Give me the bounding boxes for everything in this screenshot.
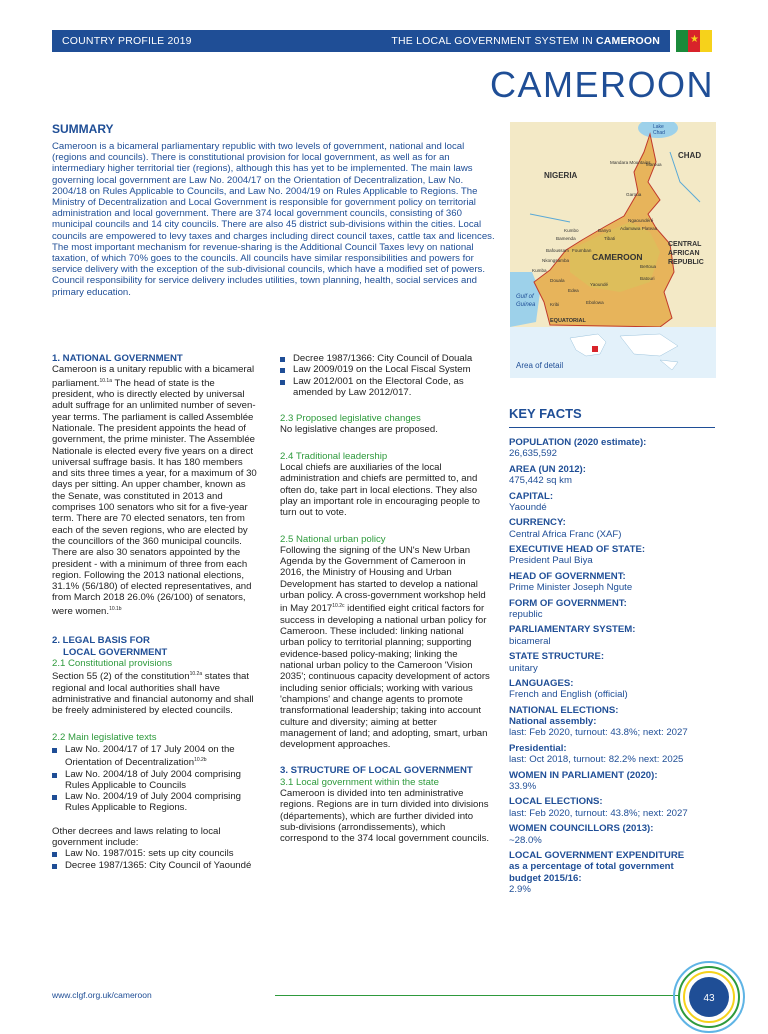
section25-sup: 10.2c bbox=[332, 603, 345, 610]
city-label: Ngaoundéré bbox=[628, 218, 654, 223]
fact-label: AREA (UN 2012): bbox=[509, 463, 586, 475]
fact-value: Central Africa Franc (XAF) bbox=[509, 528, 622, 540]
chad-label: CHAD bbox=[678, 151, 702, 160]
decree-list bbox=[280, 353, 490, 398]
city-label: Bamenda bbox=[556, 236, 576, 241]
flag-star-icon: ★ bbox=[690, 34, 699, 45]
list-item-sup: 10.2b bbox=[194, 757, 207, 764]
fact-label: LANGUAGES: bbox=[509, 678, 574, 690]
fact-label: STATE STRUCTURE: bbox=[509, 651, 605, 663]
key-facts-heading: KEY FACTS bbox=[509, 406, 582, 421]
elections-label: NATIONAL ELECTIONS: bbox=[509, 704, 619, 716]
cameroon-map-label: CAMEROON bbox=[592, 252, 643, 262]
section25-text-b: identified eight critical factors for success in developing a national urban policy for Cameroon. These included: linking national urban policy to territorial planning; supporting evidence-based policy-making; linking the national urban policy to the Cameroon 'Vision 2035'; continuous capacity development of actors including senior officials; working with various 'champions' and change agents to promote transformational leadership; taking into account culture and diversity; aiming at better management of land; and adopting, smart, urban development approaches. bbox=[280, 603, 490, 751]
section31-text: Cameroon is divided into ten administrative regions. Regions are in turn divided into divisions (départements), which are further divided into sub-divisions (arrondissements), which correspond to the 374 local government councils. bbox=[280, 787, 490, 845]
section21-text-b: states that regional and local authorities shall have administrative and financial autonomy and shall be freely administered by elected councils. bbox=[52, 671, 254, 717]
section24-heading: 2.4 Traditional leadership bbox=[280, 450, 388, 462]
presidential-label: Presidential: bbox=[509, 742, 567, 754]
footer-divider bbox=[275, 995, 679, 996]
list-item bbox=[52, 744, 258, 769]
city-label: Kumba bbox=[532, 268, 547, 273]
car-label-2: AFRICAN bbox=[668, 250, 700, 257]
section25-heading: 2.5 National urban policy bbox=[280, 533, 386, 545]
list-item-text: Law No. 2004/19 of July 2004 comprising Rules Applicable to Regions. bbox=[65, 791, 241, 814]
section21-text-a: Section 55 (2) of the constitution bbox=[52, 671, 190, 683]
section21-heading: 2.1 Constitutional provisions bbox=[52, 657, 172, 669]
list-item: Law No. 1987/015: sets up city councils bbox=[52, 848, 258, 859]
city-label: Kumbo bbox=[564, 228, 579, 233]
city-label: Douala bbox=[550, 278, 565, 283]
list-item: Decree 1987/1366: City Council of Douala bbox=[280, 353, 490, 364]
header-right-prefix: THE LOCAL GOVERNMENT SYSTEM IN bbox=[391, 35, 596, 47]
expenditure-label-1: LOCAL GOVERNMENT EXPENDITURE bbox=[509, 850, 685, 862]
city-label: Banyo bbox=[598, 228, 612, 233]
section21-sup: 10.2a bbox=[189, 671, 203, 678]
list-item: Law 2012/001 on the Electoral Code, as amended by Law 2012/017. bbox=[280, 376, 490, 399]
expenditure-label-3: budget 2015/16: bbox=[509, 872, 582, 884]
cameroon-map bbox=[510, 122, 716, 378]
fact-value: 475,442 sq km bbox=[509, 475, 572, 487]
equatorial-label: EQUATORIAL bbox=[550, 318, 586, 324]
area-of-detail-label: Area of detail bbox=[516, 361, 564, 370]
section3-heading: 3. STRUCTURE OF LOCAL GOVERNMENT bbox=[280, 765, 473, 777]
list-item: Decree 1987/1365: City Council of Yaoundé bbox=[52, 860, 258, 871]
column-2 bbox=[280, 353, 490, 844]
header-right-country: CAMEROON bbox=[595, 35, 660, 47]
city-label: Yaoundé bbox=[590, 282, 609, 287]
list-item bbox=[52, 769, 258, 792]
national-assembly-label: National assembly: bbox=[509, 716, 597, 728]
fact-label: CURRENCY: bbox=[509, 517, 566, 529]
expenditure-value: 2.9% bbox=[509, 883, 531, 895]
fact-value: French and English (official) bbox=[509, 689, 628, 701]
flag-stripe-red bbox=[688, 30, 700, 52]
key-facts-divider bbox=[509, 427, 715, 428]
gulf-label-2: Guinea bbox=[516, 302, 536, 308]
other-laws-list bbox=[52, 848, 258, 871]
women-parliament-value: 33.9% bbox=[509, 780, 537, 792]
women-councillors-label: WOMEN COUNCILLORS (2013): bbox=[509, 823, 654, 835]
city-label: Garoua bbox=[626, 192, 642, 197]
section2-heading-2: LOCAL GOVERNMENT bbox=[63, 646, 168, 658]
city-label: Adamawa Plateau bbox=[620, 226, 658, 231]
section23-heading: 2.3 Proposed legislative changes bbox=[280, 413, 421, 425]
women-councillors-value: ~28.0% bbox=[509, 834, 542, 846]
local-elections-value: last: Feb 2020, turnout: 43.8%; next: 2027 bbox=[509, 807, 688, 819]
section1-text-a: Cameroon is a unitary republic with a bicameral parliament. bbox=[52, 364, 255, 389]
inset-panel bbox=[510, 327, 716, 378]
fact-value: Yaoundé bbox=[509, 501, 547, 513]
car-label-3: REPUBLIC bbox=[668, 259, 704, 266]
list-item-text: Law No. 2004/18 of July 2004 comprising Rules Applicable to Councils bbox=[65, 768, 241, 791]
flag-stripe-green bbox=[676, 30, 688, 52]
city-label: Ebolowa bbox=[586, 300, 604, 305]
fact-label: EXECUTIVE HEAD OF STATE: bbox=[509, 544, 646, 556]
fact-label: HEAD OF GOVERNMENT: bbox=[509, 570, 626, 582]
section21-text bbox=[52, 669, 258, 716]
city-label: Bertoua bbox=[640, 264, 657, 269]
section1-text bbox=[52, 364, 258, 617]
city-label: Mandara Mountains bbox=[610, 160, 651, 165]
nigeria-label: NIGERIA bbox=[544, 171, 578, 180]
flag-stripe-yellow bbox=[700, 30, 712, 52]
section22-heading: 2.2 Main legislative texts bbox=[52, 732, 157, 744]
city-label: Kribi bbox=[550, 302, 560, 307]
header-bar bbox=[52, 30, 670, 52]
header-left: COUNTRY PROFILE 2019 bbox=[62, 35, 192, 47]
column-1 bbox=[52, 353, 258, 871]
expenditure-label-2: as a percentage of total government bbox=[509, 861, 674, 873]
summary-heading: SUMMARY bbox=[52, 122, 114, 136]
women-parliament-label: WOMEN IN PARLIAMENT (2020): bbox=[509, 769, 658, 781]
fact-value: bicameral bbox=[509, 635, 551, 647]
area-marker bbox=[592, 346, 598, 352]
section25-text-a: Following the signing of the UN's New Urban Agenda by the Government of Cameroon in 2016, the Ministry of Housing and Urban Development has started to develop a national urban policy. A cross-government workshop held in May 2017 bbox=[280, 544, 486, 615]
lake-chad-label: Chad bbox=[653, 130, 665, 136]
lake-chad-label: Lake bbox=[653, 124, 664, 130]
city-label: Edea bbox=[568, 288, 579, 293]
fact-label: FORM OF GOVERNMENT: bbox=[509, 597, 627, 609]
key-facts-list bbox=[509, 437, 719, 899]
local-elections-label: LOCAL ELECTIONS: bbox=[509, 796, 603, 808]
city-label: Maroua bbox=[646, 162, 662, 167]
fact-value: unitary bbox=[509, 662, 538, 674]
fact-value: republic bbox=[509, 608, 543, 620]
fact-value: President Paul Biya bbox=[509, 555, 593, 567]
section25-text bbox=[280, 545, 490, 751]
section1-text-b: The head of state is the president, who is directly elected by universal adult suffrage for an unlimited number of seven-year terms. The parliament is called Assemblée Nationale. The president appoints the head of government, the prime minister. The Assemblée Nationale is elected every five years on a direct universal suffrage basis. It has 180 members and sits three times a year, for a maximum of 30 days per sitting. An upper chamber, known as the Senate, was constituted in 2013 and comprises 100 senators who sit for a five-year term. There are 70 elected senators, ten from each of the seven regions, who are elected by the councillors of the 360 municipal councils. There are also 30 senators appointed by the president - with a minimum of three from each region. Following the 2013 national elections, 31.1% (56/180) of elected representatives, and from March 2018 26.0% (26/100) of senators, were women. bbox=[52, 377, 257, 617]
list-item bbox=[52, 791, 258, 814]
page-number: 43 bbox=[703, 993, 715, 1004]
page-number-badge bbox=[672, 960, 746, 1034]
section1-sup-b: 10.1b bbox=[109, 605, 122, 612]
section2-heading-1: 2. LEGAL BASIS FOR bbox=[52, 635, 150, 647]
other-laws-intro: Other decrees and laws relating to local government include: bbox=[52, 825, 221, 849]
presidential-value: last: Oct 2018, turnout: 82.2% next: 2025 bbox=[509, 754, 684, 766]
city-label: Bafoussam bbox=[546, 248, 569, 253]
list-item: Law 2009/019 on the Local Fiscal System bbox=[280, 364, 490, 375]
car-label-1: CENTRAL bbox=[668, 241, 702, 248]
section23-text: No legislative changes are proposed. bbox=[280, 424, 438, 436]
section1-sup-a: 10.1a bbox=[99, 377, 112, 384]
fact-value: 26,635,592 bbox=[509, 448, 558, 460]
section31-heading: 3.1 Local government within the state bbox=[280, 776, 439, 788]
city-label: Foumban bbox=[572, 248, 592, 253]
section24-text: Local chiefs are auxiliaries of the local administration and chiefs are permitted to, and often do, take part in local elections. They also play an important role in encouraging people to turn out to vote. bbox=[280, 462, 481, 519]
legislative-texts-list bbox=[52, 744, 258, 814]
city-label: Batouri bbox=[640, 276, 655, 281]
city-label: Nkongsamba bbox=[542, 258, 570, 263]
page-title: CAMEROON bbox=[489, 64, 714, 105]
fact-label: PARLIAMENTARY SYSTEM: bbox=[509, 624, 636, 636]
summary-text: Cameroon is a bicameral parliamentary republic with two levels of government, national and local (regions and councils). There is constitutional provision for local government, as well as for an intermediary higher territorial tier (regions), although this has yet to be implemented. The main laws governing local government are Law No. 2004/17 on the Orientation of Decentralization, Law No. 2004/18 on Rules Applicable to Councils, and Law No. 2004/19 on Rules Applicable to Regions. The Ministry of Decentralization and Local Government is responsible for government policy on territorial administration and local government. There are 374 local government councils, consisting of 360 municipal councils and 14 city councils. There are also 45 district sub-divisions within the cities. Local councils are empowered to levy taxes and charges including direct council taxes, cattle tax and licences. The most important mechanism for revenue-sharing is the Additional Council Taxes levy on national taxation, of which 70% goes to the councils. All councils have similar responsibilities and powers for service delivery with the exception of the sub-divisional councils, which have a modified set of powers. Council responsibility for service delivery includes utilities, town planning, health, social services and primary education. bbox=[52, 141, 495, 298]
footer-url-link[interactable]: www.clgf.org.uk/cameroon bbox=[52, 990, 152, 1000]
section1-heading: 1. NATIONAL GOVERNMENT bbox=[52, 353, 183, 364]
national-assembly-value: last: Feb 2020, turnout: 43.8%; next: 2027 bbox=[509, 727, 688, 739]
fact-label: CAPITAL: bbox=[509, 490, 554, 502]
header-right bbox=[391, 35, 660, 47]
cameroon-flag bbox=[676, 30, 712, 52]
fact-label: POPULATION (2020 estimate): bbox=[509, 437, 647, 448]
gulf-label-1: Gulf of bbox=[516, 294, 534, 300]
fact-value: Prime Minister Joseph Ngute bbox=[509, 582, 633, 594]
city-label: Tibati bbox=[604, 236, 616, 241]
list-item-text: Law No. 2004/17 of 17 July 2004 on the Orientation of Decentralization bbox=[65, 743, 235, 769]
